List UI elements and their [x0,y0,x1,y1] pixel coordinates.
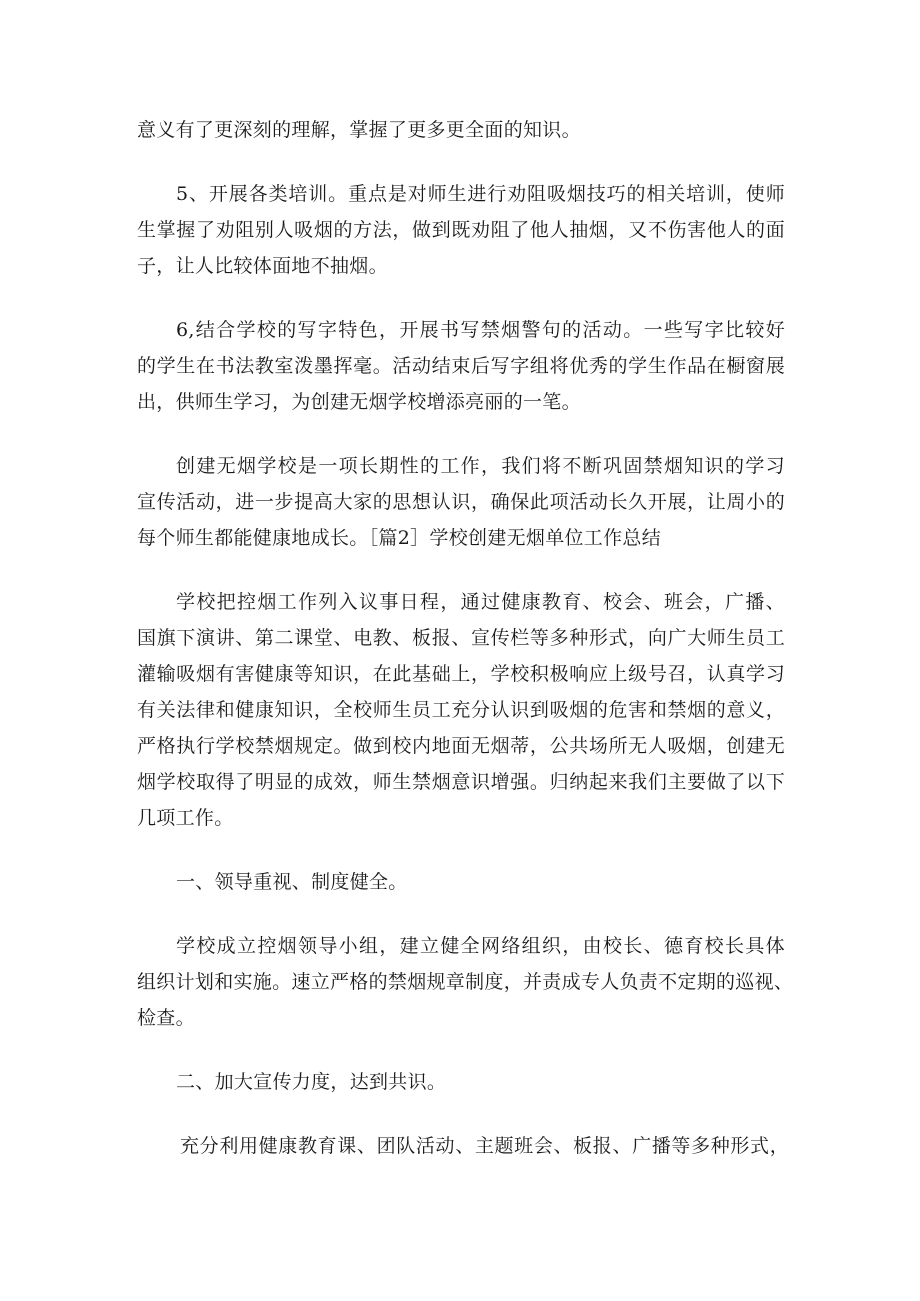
text-line: 每个师生都能健康地成长。［篇2］学校创建无烟单位工作总结 [137,527,661,549]
text-line: 灌输吸烟有害健康等知识，在此基础上，学校积极响应上级号召，认真学习 [137,663,785,685]
text-line: 子，让人比较体面地不抽烟。 [137,255,388,277]
text-line: 6,结合学校的写字特色，开展书写禁烟警句的活动。一些写字比较好 [176,319,785,341]
text-line: 5、开展各类培训。重点是对师生进行劝阻吸烟技巧的相关培训，使师 [176,183,785,205]
text-line: 烟学校取得了明显的成效，师生禁烟意识增强。归纳起来我们主要做了以下 [137,771,785,793]
text-line: 充分利用健康教育课、团队活动、主题班会、板报、广播等多种形式， [180,1135,789,1157]
text-line: 创建无烟学校是一项长期性的工作，我们将不断巩固禁烟知识的学习 [176,455,785,477]
text-line: 有关法律和健康知识，全校师生员工充分认识到吸烟的危害和禁烟的意义， [137,699,785,721]
text-line: 出，供师生学习，为创建无烟学校增添亮丽的一笔。 [137,391,581,413]
text-line: 学校把控烟工作列入议事日程，通过健康教育、校会、班会，广播、 [176,591,785,613]
text-line: 生掌握了劝阻别人吸烟的方法，做到既劝阻了他人抽烟，又不伤害他人的面 [137,219,785,241]
text-line: 宣传活动，进一步提高大家的思想认识，确保此项活动长久开展，让周小的 [137,491,785,513]
text-line: 组织计划和实施。速立严格的禁烟规章制度，并责成专人负责不定期的巡视、 [137,971,794,993]
text-line: 严格执行学校禁烟规定。做到校内地面无烟蒂，公共场所无人吸烟，创建无 [137,735,785,757]
text-line: 意义有了更深刻的理解，掌握了更多更全面的知识。 [137,119,581,141]
text-line: 几项工作。 [137,807,234,829]
section-heading: 二、加大宣传力度，达到共识。 [176,1071,447,1093]
text-line: 学校成立控烟领导小组，建立健全网络组织，由校长、德育校长具体 [176,935,785,957]
text-line: 的学生在书法教室泼墨挥毫。活动结束后写字组将优秀的学生作品在橱窗展 [137,355,785,377]
section-heading: 一、领导重视、制度健全。 [176,871,408,893]
text-line: 国旗下演讲、第二课堂、电教、板报、宣传栏等多种形式，向广大师生员工 [137,627,785,649]
text-line: 检查。 [137,1007,195,1029]
